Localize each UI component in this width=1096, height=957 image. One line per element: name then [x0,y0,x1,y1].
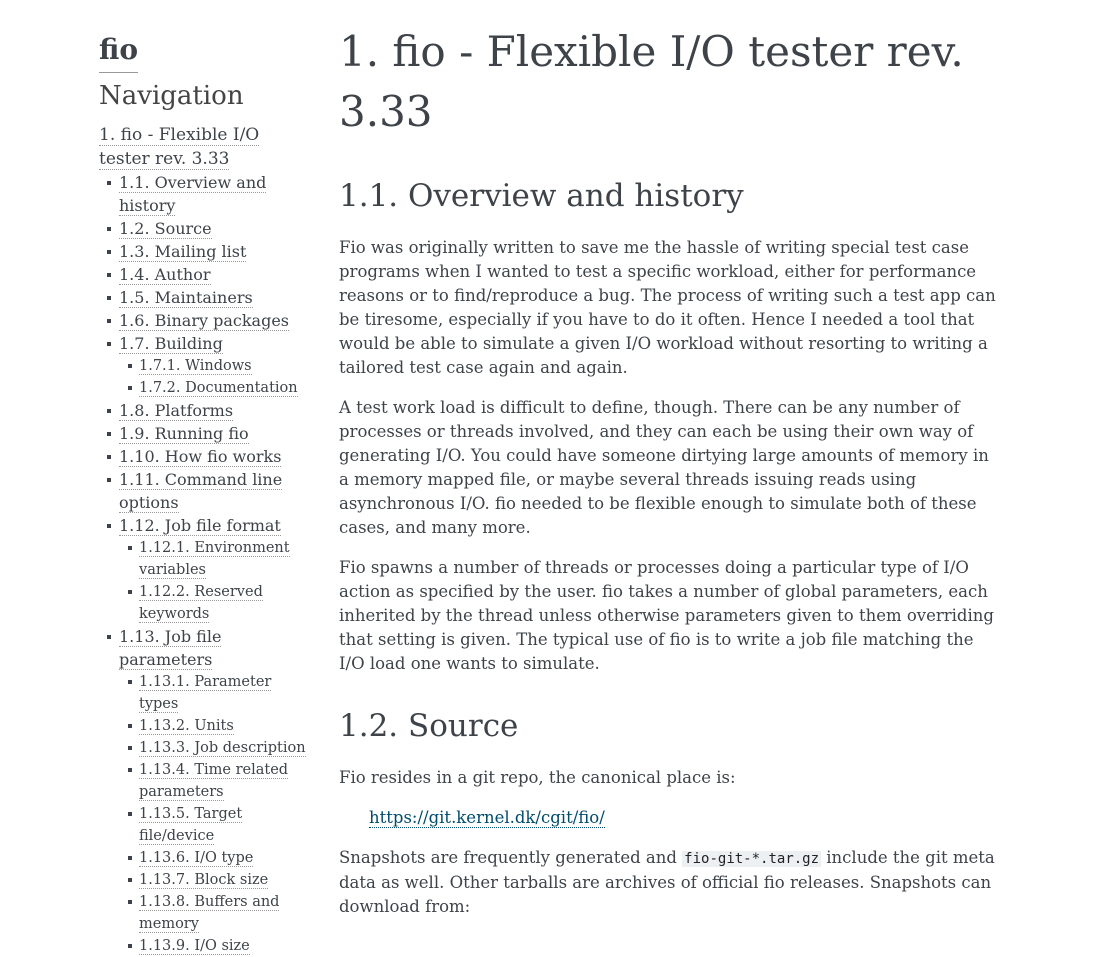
nav-item [119,217,309,240]
nav-sublink[interactable]: 1.13.7. Block size [139,872,269,888]
nav-subitem [139,869,309,891]
nav-item [119,263,309,286]
nav-sublink[interactable]: 1.13.1. Parameter types [139,674,272,712]
nav-item [119,468,309,514]
nav-subitem [139,715,309,737]
nav-link[interactable]: 1.7. Building [119,334,223,353]
nav-subitem [139,377,309,399]
nav-item [119,286,309,309]
nav-item [119,332,309,399]
nav-sublink[interactable]: 1.12.1. Environment variables [139,540,290,578]
paragraph: A test work load is difficult to define, though. There can be any number of processes or threads involved, and they can each be using their own way of generating I/O. You could have someone dirtying large amounts of memory in a memory mapped file, or maybe several threads issuing reads using asynchronous I/O. fio needed to be flexible enough to simulate both of these cases, and many more. [339,398,989,537]
nav-subitem [139,737,309,759]
nav-subitem [139,581,309,625]
snapshots-text-before: Snapshots are frequently generated and [339,848,683,867]
nav-link[interactable]: 1.5. Maintainers [119,288,253,307]
document-body [339,22,1003,935]
nav-item [119,422,309,445]
nav-link[interactable]: 1.9. Running fio [119,424,249,443]
nav-subitem [139,847,309,869]
section-heading-source: 1.2. Source [339,708,519,744]
nav-subitem [139,891,309,935]
page-title: 1. fio - Flexible I/O tester rev. 3.33 [339,27,964,136]
nav-sublist [119,355,309,399]
nav-item [119,399,309,422]
section-heading-overview: 1.1. Overview and history [339,178,744,214]
nav-sublink[interactable]: 1.13.5. Target file/device [139,806,243,844]
nav-subitem [139,671,309,715]
source-intro: Fio resides in a git repo, the canonical place is: [339,768,736,787]
nav-sublink[interactable]: 1.13.4. Time related parameters [139,762,289,800]
nav-link[interactable]: 1.3. Mailing list [119,242,247,261]
nav-subitem [139,759,309,803]
nav-sublink[interactable]: 1.7.2. Documentation [139,380,298,396]
repo-link-text: https://git.kernel.dk/cgit/fio/ [369,808,605,827]
nav-sublink[interactable]: 1.13.8. Buffers and memory [139,894,280,932]
nav-subitem [139,537,309,581]
nav-subitem [139,935,309,957]
nav-root-link[interactable] [99,123,309,171]
nav-link[interactable]: 1.11. Command line options [119,470,283,512]
nav-item [119,625,309,957]
nav-item [119,171,309,217]
nav-item [119,514,309,625]
nav-sublink[interactable]: 1.7.1. Windows [139,358,252,374]
snapshots-paragraph [339,846,1003,919]
nav-sublink[interactable]: 1.13.6. I/O type [139,850,254,866]
nav-item [119,309,309,332]
nav-sublist [119,671,309,957]
nav-link[interactable]: 1.6. Binary packages [119,311,290,330]
nav-item [119,445,309,468]
nav-sublink[interactable]: 1.12.2. Reserved keywords [139,584,263,622]
nav-link[interactable]: 1.2. Source [119,219,212,238]
nav-subitem [139,355,309,377]
nav-link[interactable]: 1.1. Overview and history [119,173,267,215]
nav-sublink[interactable]: 1.13.3. Job description [139,740,306,756]
nav-link[interactable]: 1.10. How fio works [119,447,282,466]
nav-link[interactable]: 1.12. Job file format [119,516,281,535]
nav-list [99,171,309,957]
nav-link[interactable]: 1.8. Platforms [119,401,234,420]
nav-sublink[interactable]: 1.13.9. I/O size [139,938,250,954]
nav-sublink[interactable]: 1.13.2. Units [139,718,234,734]
paragraph: Fio was originally written to save me the hassle of writing special test case programs when I wanted to test a specific workload, either for performance reasons or to find/reproduce a bug. The process of writing such a test app can be tiresome, especially if you have to do it often. Hence I needed a tool that would be able to simulate a given I/O workload without resorting to writing a tailored test case again and again. [339,238,996,377]
tarball-code: fio-git-*.tar.gz [684,851,820,867]
nav-link[interactable]: 1.4. Author [119,265,211,284]
paragraph: Fio spawns a number of threads or processes doing a particular type of I/O action as specified by the user. fio takes a number of global parameters, each inherited by the thread unless otherwise parameters given to them overriding that setting is given. The typical use of fio is to write a job file matching the I/O load one wants to simulate. [339,558,994,673]
nav-sublist [119,537,309,625]
sidebar [99,28,309,957]
nav-item [119,240,309,263]
nav-subitem [139,803,309,847]
snapshots-text-after: include the git meta data as well. Other tarballs are archives of official fio releases. Snapshots can download from: [339,848,995,916]
nav-link[interactable]: 1.13. Job file parameters [119,627,222,669]
nav-heading: Navigation [99,81,244,111]
nav-root-label: 1. fio - Flexible I/O tester rev. 3.33 [99,125,260,169]
logo[interactable]: fio [99,28,138,73]
repo-link[interactable] [369,806,1003,830]
